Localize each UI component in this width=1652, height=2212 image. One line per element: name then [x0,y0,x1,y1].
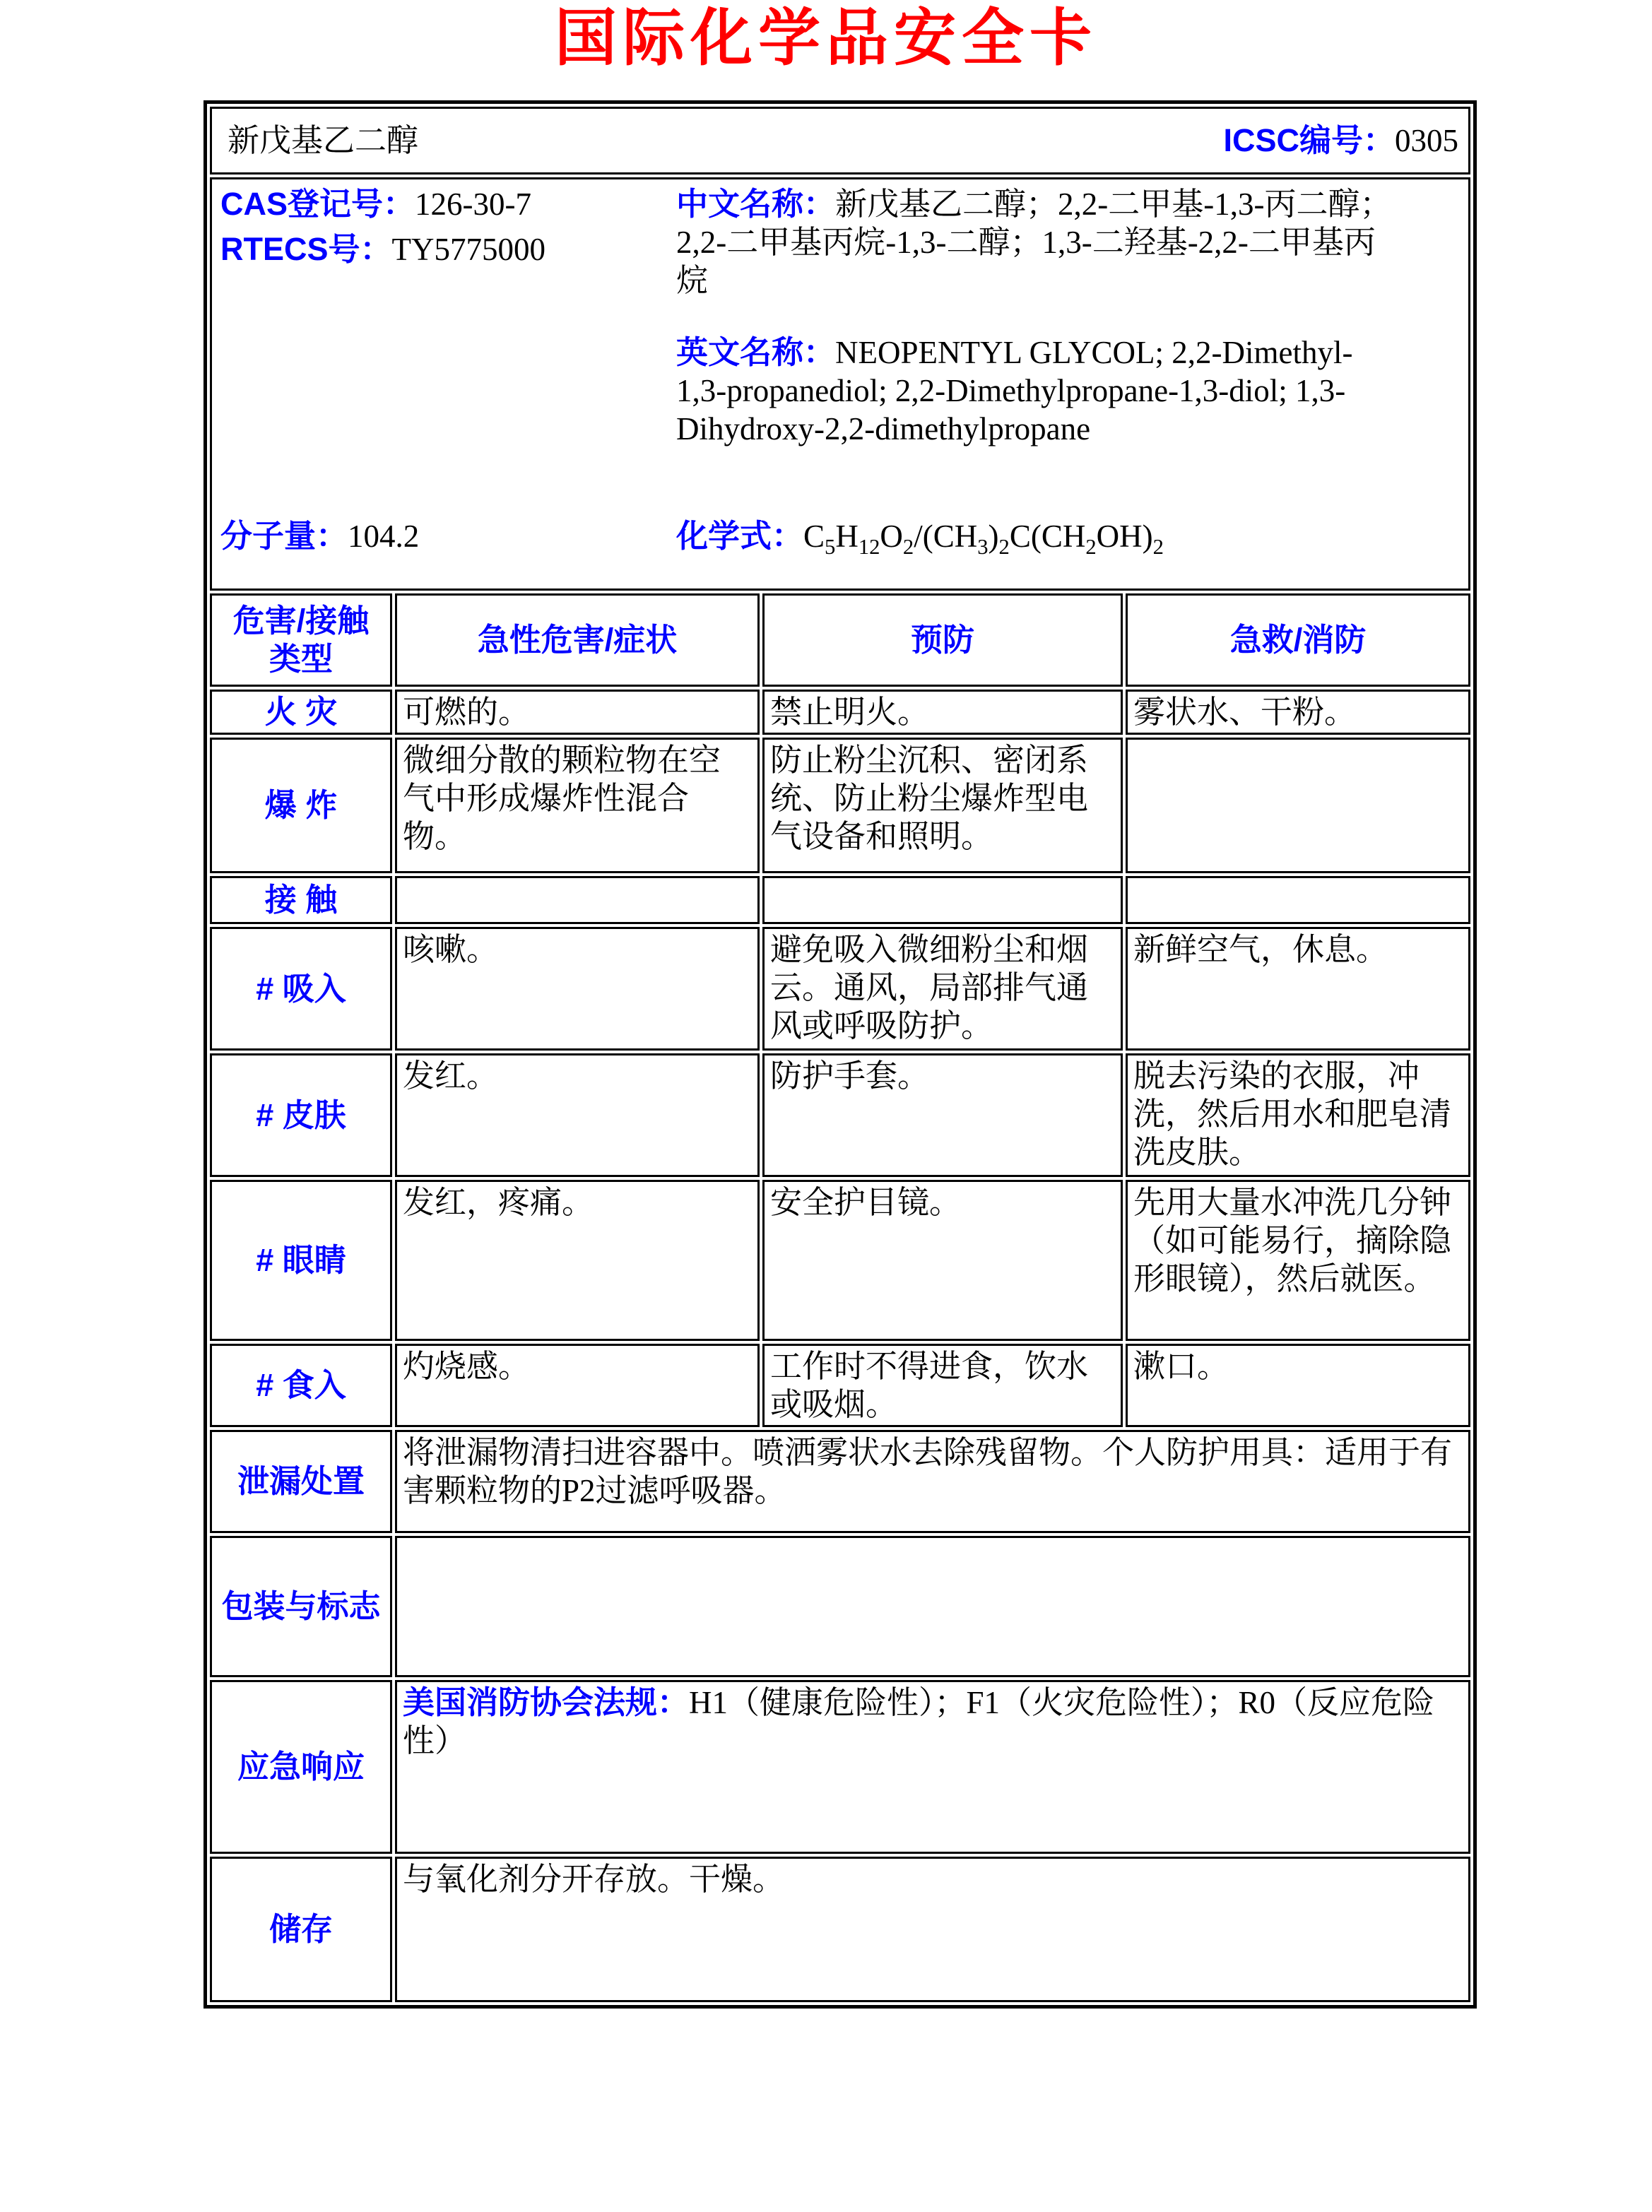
row-label-eyes: # 眼睛 [210,1180,392,1341]
emergency-response-text: H1（健康危险性）；F1（火灾危险性）；R0（反应危险性） [403,1685,1435,1758]
fire-symptoms: 可燃的。 [395,690,760,735]
english-name-label: 英文名称： [676,334,836,370]
substance-name: 新戊基乙二醇 [228,123,419,158]
hazard-row-eyes [210,1180,1470,1341]
rtecs-number-label: RTECS号： [220,231,392,267]
molecular-weight-label: 分子量： [220,518,348,554]
header-first-aid: 急救/消防 [1126,593,1470,687]
row-storage [210,1857,1470,2002]
chemical-names [676,185,1461,448]
exposure-symptoms [395,876,760,924]
storage-text: 与氧化剂分开存放。干燥。 [395,1857,1470,2002]
row-spillage-disposal [210,1430,1470,1533]
molecular-weight-value: 104.2 [348,519,420,554]
rtecs-number-line [220,230,676,268]
header-prevention: 预防 [762,593,1123,687]
hazard-row-skin [210,1053,1470,1177]
explosion-prevention: 防止粉尘沉积、密闭系统、防止粉尘爆炸型电气设备和照明。 [762,738,1123,873]
substance-header-row [210,107,1470,175]
icsc-card-table [203,100,1477,2009]
exposure-response [1126,876,1470,924]
cas-number-line [220,185,676,223]
spillage-disposal-text: 将泄漏物清扫进容器中。喷洒雾状水去除残留物。个人防护用具：适用于有害颗粒物的P2过滤呼吸器。 [395,1430,1470,1533]
registry-numbers [220,185,676,448]
explosion-response [1126,738,1470,873]
row-label-exposure: 接 触 [210,876,392,924]
header-hazard-type: 危害/接触类型 [210,593,392,687]
row-label-inhalation: # 吸入 [210,927,392,1051]
identity-row [210,177,1470,591]
ingestion-prevention: 工作时不得进食，饮水或吸烟。 [762,1344,1123,1427]
eyes-response: 先用大量水冲洗几分钟（如可能易行，摘除隐形眼镜），然后就医。 [1126,1180,1470,1341]
inhalation-response: 新鲜空气，休息。 [1126,927,1470,1051]
row-emergency-response [210,1680,1470,1854]
eyes-prevention: 安全护目镜。 [762,1180,1123,1341]
eyes-symptoms: 发红，疼痛。 [395,1180,760,1341]
row-label-storage: 储存 [210,1857,392,2002]
chinese-name-paragraph [676,185,1397,300]
inhalation-prevention: 避免吸入微细粉尘和烟云。通风，局部排气通风或呼吸防护。 [762,927,1123,1051]
hazard-header-row [210,593,1470,687]
packaging-labelling-text [395,1536,1470,1677]
skin-response: 脱去污染的衣服，冲洗，然后用水和肥皂清洗皮肤。 [1126,1053,1470,1177]
emergency-response-cell [395,1680,1470,1854]
icsc-number-group [1224,122,1459,160]
hazard-row-exposure [210,876,1470,924]
icsc-number-label: ICSC编号： [1223,122,1396,158]
substance-header-cell [210,107,1470,175]
chemical-formula-line [676,448,1461,559]
identity-cell [210,177,1470,591]
exposure-prevention [762,876,1123,924]
skin-symptoms: 发红。 [395,1053,760,1177]
row-label-packaging-labelling: 包装与标志 [210,1536,392,1677]
row-label-explosion: 爆 炸 [210,738,392,873]
row-label-ingestion: # 食入 [210,1344,392,1427]
chinese-name-text: 新戊基乙二醇；2,2-二甲基-1,3-丙二醇；2,2-二甲基丙烷-1,3-二醇；1,3-二羟基-2,2-二甲基丙烷 [676,187,1392,298]
fire-prevention: 禁止明火。 [762,690,1123,735]
chemical-formula-label: 化学式： [676,518,804,554]
row-label-skin: # 皮肤 [210,1053,392,1177]
english-name-text: NEOPENTYL GLYCOL; 2,2-Dimethyl-1,3-propanediol; 2,2-Dimethylpropane-1,3-diol; 1,3-Dihydroxy-2,2-dimethylpropane [676,335,1353,446]
hazard-row-ingestion [210,1344,1470,1427]
icsc-number-value: 0305 [1395,123,1459,158]
skin-prevention: 防护手套。 [762,1053,1123,1177]
header-acute-hazards: 急性危害/症状 [395,593,760,687]
row-packaging-labelling [210,1536,1470,1677]
hazard-row-explosion [210,738,1470,873]
hazard-row-inhalation [210,927,1470,1051]
inhalation-symptoms: 咳嗽。 [395,927,760,1051]
cas-number-value: 126-30-7 [415,187,531,222]
rtecs-number-value: TY5775000 [391,232,546,267]
hazard-row-fire [210,690,1470,735]
explosion-symptoms: 微细分散的颗粒物在空气中形成爆炸性混合物。 [395,738,760,873]
ingestion-response: 漱口。 [1126,1344,1470,1427]
chinese-name-label: 中文名称： [676,186,836,222]
page-title: 国际化学品安全卡 [554,5,1097,73]
row-label-spillage-disposal: 泄漏处置 [210,1430,392,1533]
molecular-weight-line [220,448,676,555]
cas-number-label: CAS登记号： [220,186,415,222]
row-label-fire: 火 灾 [210,690,392,735]
english-name-paragraph [676,333,1397,448]
ingestion-symptoms: 灼烧感。 [395,1344,760,1427]
nfpa-code-label: 美国消防协会法规： [403,1684,690,1720]
chemical-formula-value: $C_5H_{12}O_2/(CH_3)_2C(CH_2OH)_2$ [803,519,1164,559]
row-label-emergency-response: 应急响应 [210,1680,392,1854]
fire-response: 雾状水、干粉。 [1126,690,1470,735]
